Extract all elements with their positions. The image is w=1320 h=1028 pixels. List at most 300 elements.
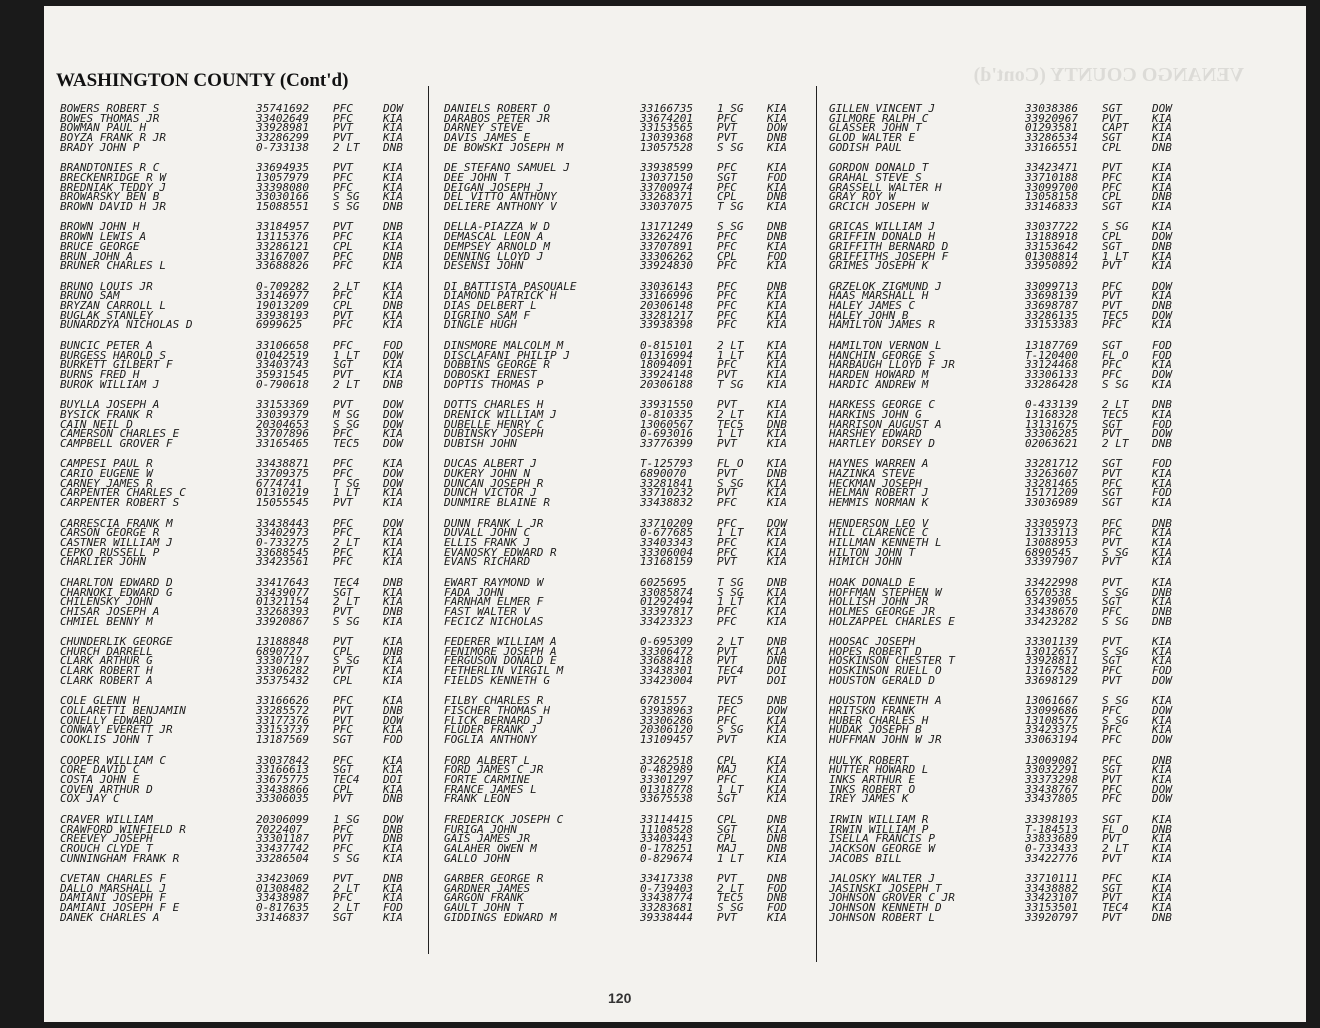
name-cell: BUROK WILLIAM J [60, 379, 160, 390]
serial-cell: 33833689 [1025, 834, 1078, 844]
casualty-row [444, 696, 803, 706]
name-cell: BURNS FRED H [60, 370, 140, 380]
status-cell: KIA [1152, 656, 1172, 667]
casualty-row [829, 410, 1188, 420]
entry-group [829, 874, 1188, 922]
status-cell: KIA [767, 765, 787, 775]
casualty-row [444, 617, 803, 627]
name-cell: DINSMORE MALCOLM M [444, 340, 564, 351]
status-cell: DNB [767, 893, 787, 904]
status-cell: KIA [383, 360, 403, 370]
serial-cell: 33184957 [256, 222, 309, 233]
serial-cell: 33438882 [1025, 883, 1078, 894]
serial-cell: 33397907 [1025, 557, 1078, 568]
name-cell: DUNCH VICTOR J [444, 488, 537, 499]
name-cell: HENDERSON LEO V [829, 518, 929, 529]
status-cell: KIA [1152, 637, 1172, 647]
rank-cell: PVT [333, 874, 353, 884]
serial-cell: 13109457 [640, 735, 693, 745]
serial-cell: 0-709282 [256, 281, 309, 292]
rank-cell: PVT [1102, 113, 1122, 124]
casualty-row [444, 716, 803, 726]
status-cell: FOD [1152, 488, 1172, 499]
casualty-row [829, 252, 1188, 262]
status-cell: KIA [767, 370, 787, 380]
status-cell: DNB [1152, 438, 1172, 449]
rank-cell: PVT [1102, 834, 1122, 844]
name-cell: CARNEY JAMES R [60, 478, 153, 489]
casualty-row [60, 785, 419, 795]
casualty-row [444, 459, 803, 469]
name-cell: HULYK ROBERT [829, 755, 909, 766]
name-cell: JACKSON GEORGE W [829, 843, 935, 854]
name-cell: GLASSER JOHN T [829, 123, 922, 134]
rank-cell: PFC [717, 616, 737, 627]
serial-cell: 33438774 [640, 893, 693, 904]
status-cell: DOW [767, 123, 787, 134]
serial-cell: 01293581 [1025, 123, 1078, 134]
name-cell: HILLMAN KENNETH L [829, 538, 942, 548]
name-cell: HARKINS JOHN G [829, 409, 922, 420]
rank-cell: CPL [333, 241, 353, 252]
status-cell: KIA [767, 587, 787, 598]
rank-cell: PFC [717, 715, 737, 726]
casualty-row [829, 439, 1188, 449]
name-cell: BRUN JOHN A [60, 251, 133, 262]
name-cell: DELLA-PIAZZA W D [444, 222, 550, 233]
status-cell: DNB [383, 301, 403, 311]
entry-group [444, 637, 803, 685]
rank-cell: PVT [717, 646, 737, 657]
rank-cell: PVT [717, 400, 737, 410]
rank-cell: PFC [1102, 874, 1122, 884]
serial-cell: 33950892 [1025, 261, 1078, 271]
rank-cell: SGT [1102, 133, 1122, 143]
name-cell: GARGON FRANK [444, 893, 524, 904]
status-cell: DOW [1152, 706, 1172, 716]
casualty-row [444, 903, 803, 913]
rank-cell: 2 LT [717, 883, 744, 894]
status-cell: DNB [1152, 192, 1172, 202]
status-cell: DNB [767, 469, 787, 479]
rank-cell: SGT [1102, 241, 1122, 252]
rank-cell: PFC [1102, 320, 1122, 331]
rank-cell: PVT [333, 794, 353, 805]
casualty-row [444, 854, 803, 864]
name-cell: HECKMAN JOSEPH [829, 478, 922, 489]
status-cell: KIA [1152, 113, 1172, 124]
rank-cell: CPL [717, 251, 737, 262]
casualty-row [444, 341, 803, 351]
entry-group [829, 696, 1188, 744]
casualty-row [60, 775, 419, 785]
rank-cell: 1 LT [333, 488, 360, 499]
serial-cell: 33153383 [1025, 320, 1078, 331]
serial-cell: 13188918 [1025, 232, 1078, 242]
serial-cell: 01042519 [256, 350, 309, 361]
casualty-row [60, 854, 419, 864]
name-cell: CVETAN CHARLES F [60, 874, 166, 884]
casualty-row [444, 765, 803, 775]
serial-cell: 33439055 [1025, 597, 1078, 607]
rank-cell: 2 LT [333, 883, 360, 894]
name-cell: JOHNSON GROVER C JR [829, 893, 955, 904]
name-cell: CHARLIER JOHN [60, 557, 147, 568]
name-cell: BOYZA FRANK R JR [60, 133, 166, 143]
serial-cell: 33153501 [1025, 903, 1078, 913]
rank-cell: PFC [333, 547, 353, 558]
entry-group [60, 400, 419, 448]
rank-cell: PFC [333, 755, 353, 766]
casualty-row [829, 370, 1188, 380]
casualty-row [60, 578, 419, 588]
name-cell: HRITSKO FRANK [829, 706, 916, 716]
casualty-row [829, 114, 1188, 124]
rank-cell: PVT [1102, 163, 1122, 173]
casualty-row [444, 104, 803, 114]
rank-cell: S SG [333, 201, 360, 212]
serial-cell: 33085874 [640, 587, 693, 598]
casualty-row [829, 301, 1188, 311]
rank-cell: SGT [1102, 488, 1122, 499]
status-cell: DNB [383, 706, 403, 716]
status-cell: KIA [1152, 853, 1172, 864]
name-cell: BRUNER CHARLES L [60, 261, 166, 271]
status-cell: DOW [1152, 429, 1172, 439]
status-cell: DNB [383, 834, 403, 844]
rank-cell: PFC [717, 241, 737, 252]
name-cell: HAZINKA STEVE [829, 469, 916, 479]
rank-cell: PVT [1102, 774, 1122, 785]
name-cell: CONWAY EVERETT JR [60, 725, 173, 736]
casualty-row [829, 844, 1188, 854]
rank-cell: SGT [1102, 883, 1122, 894]
rank-cell: TEC4 [333, 577, 360, 588]
serial-cell: 0-178251 [640, 843, 693, 854]
status-cell: DOI [383, 774, 403, 785]
entry-group [444, 756, 803, 804]
serial-cell: 33036989 [1025, 498, 1078, 508]
status-cell: KIA [383, 547, 403, 558]
serial-cell: 0-733138 [256, 142, 309, 153]
name-cell: GRASSELL WALTER H [829, 182, 942, 193]
serial-cell: 18094091 [640, 360, 693, 370]
status-cell: KIA [1152, 538, 1172, 548]
serial-cell: 33063194 [1025, 735, 1078, 745]
name-cell: FRANCE JAMES L [444, 784, 537, 795]
casualty-row [444, 637, 803, 647]
serial-cell: 33688826 [256, 261, 309, 271]
rank-cell: 2 LT [1102, 438, 1129, 449]
casualty-row [444, 380, 803, 390]
status-cell: DOI [767, 675, 787, 686]
status-cell: FOD [1152, 350, 1172, 361]
name-cell: CHISAR JOSEPH A [60, 606, 160, 617]
status-cell: KIA [383, 232, 403, 242]
rank-cell: CPL [717, 814, 737, 825]
status-cell: KIA [383, 755, 403, 766]
casualty-row [829, 725, 1188, 735]
rank-cell: PFC [1102, 518, 1122, 529]
status-cell: KIA [767, 400, 787, 410]
name-cell: HILTON JOHN T [829, 547, 916, 558]
rank-cell: PVT [717, 874, 737, 884]
casualty-row [60, 429, 419, 439]
serial-cell: 33417643 [256, 577, 309, 588]
serial-cell: 33439077 [256, 587, 309, 598]
name-cell: GALLO JOHN [444, 853, 511, 864]
name-cell: CLARK ROBERT A [60, 675, 153, 686]
rank-cell: PFC [1102, 370, 1122, 380]
name-cell: GILLEN VINCENT J [829, 104, 935, 114]
status-cell: KIA [383, 182, 403, 193]
rank-cell: PFC [333, 843, 353, 854]
entry-group [829, 341, 1188, 389]
casualty-row [444, 607, 803, 617]
casualty-row [444, 557, 803, 567]
rank-cell: 2 LT [333, 597, 360, 607]
rank-cell: FL O [1102, 350, 1129, 361]
rank-cell: PVT [717, 488, 737, 499]
serial-cell: 6890727 [256, 646, 303, 657]
rank-cell: PFC [1102, 725, 1122, 736]
serial-cell: 33709375 [256, 469, 309, 479]
casualty-row [444, 311, 803, 321]
casualty-row [60, 548, 419, 558]
name-cell: FRANK LEON [444, 794, 511, 805]
name-cell: BRADY JOHN P [60, 142, 140, 153]
rank-cell: PFC [717, 538, 737, 548]
name-cell: BRYZAN CARROLL L [60, 301, 166, 311]
status-cell: KIA [767, 379, 787, 390]
status-cell: KIA [767, 597, 787, 607]
serial-cell: 13060567 [640, 419, 693, 430]
status-cell: KIA [767, 616, 787, 627]
serial-cell: 33928981 [256, 123, 309, 134]
serial-cell: 33438987 [256, 893, 309, 904]
rank-cell: PVT [717, 675, 737, 686]
status-cell: KIA [1152, 903, 1172, 913]
casualty-row [60, 617, 419, 627]
serial-cell: 33153565 [640, 123, 693, 134]
entry-group [444, 459, 803, 507]
status-cell: DOW [1152, 735, 1172, 745]
rank-cell: TEC5 [717, 893, 744, 904]
serial-cell: 33305973 [1025, 518, 1078, 529]
rank-cell: PVT [333, 498, 353, 508]
entry-group [60, 282, 419, 330]
status-cell: KIA [767, 301, 787, 311]
serial-cell: 33402649 [256, 113, 309, 124]
status-cell: KIA [1152, 123, 1172, 134]
serial-cell: 33286534 [1025, 133, 1078, 143]
name-cell: INKS ROBERT O [829, 784, 916, 795]
casualty-row [60, 825, 419, 835]
casualty-row [60, 676, 419, 686]
rank-cell: S SG [717, 903, 744, 913]
name-cell: HAYNES WARREN A [829, 459, 929, 470]
name-cell: FENIMORE JOSEPH A [444, 646, 557, 657]
rank-cell: MAJ [717, 843, 737, 854]
status-cell: KIA [1152, 774, 1172, 785]
casualty-row [60, 133, 419, 143]
status-cell: KIA [383, 557, 403, 568]
name-cell: INKS ARTHUR E [829, 774, 916, 785]
status-cell: DNB [767, 232, 787, 242]
casualty-row [829, 528, 1188, 538]
serial-cell: 0-817635 [256, 903, 309, 913]
casualty-row [444, 370, 803, 380]
status-cell: KIA [1152, 843, 1172, 854]
serial-cell: 33920797 [1025, 912, 1078, 923]
serial-cell: 6774741 [256, 478, 303, 489]
casualty-row [444, 439, 803, 449]
casualty-row [444, 261, 803, 271]
name-cell: CAMPESI PAUL R [60, 459, 153, 470]
serial-cell: 33710209 [640, 518, 693, 529]
serial-cell: 7022407 [256, 824, 303, 835]
name-cell: FADA JOHN [444, 587, 504, 598]
serial-cell: 33423282 [1025, 616, 1078, 627]
entry-group [60, 163, 419, 211]
name-cell: DARNEY STEVE [444, 123, 524, 134]
casualty-row [829, 893, 1188, 903]
status-cell: DOW [383, 104, 403, 114]
serial-cell: 33165465 [256, 438, 309, 449]
casualty-row [829, 538, 1188, 548]
serial-cell: 13037150 [640, 172, 693, 183]
rank-cell: T SG [717, 379, 744, 390]
rank-cell: PFC [333, 251, 353, 262]
serial-cell: 33423323 [640, 616, 693, 627]
rank-cell: S SG [717, 222, 744, 233]
serial-cell: 33698129 [1025, 675, 1078, 686]
serial-cell: 33099686 [1025, 706, 1078, 716]
status-cell: KIA [767, 478, 787, 489]
serial-cell: 33438832 [640, 498, 693, 508]
status-cell: DNB [767, 843, 787, 854]
status-cell: KIA [1152, 557, 1172, 568]
serial-cell: 33030166 [256, 192, 309, 202]
serial-cell: 33037842 [256, 755, 309, 766]
rank-cell: T SG [717, 577, 744, 588]
rank-cell: SGT [1102, 498, 1122, 508]
serial-cell: 33263607 [1025, 469, 1078, 479]
serial-cell: 33675775 [256, 774, 309, 785]
casualty-row [60, 765, 419, 775]
casualty-row [60, 893, 419, 903]
casualty-row [60, 439, 419, 449]
name-cell: FETHERLIN VIRGIL M [444, 666, 564, 676]
casualty-row [60, 123, 419, 133]
name-cell: DISCLAFANI PHILIP J [444, 350, 570, 361]
rank-cell: CPL [333, 646, 353, 657]
rank-cell: PVT [1102, 301, 1122, 311]
serial-cell: 33707891 [640, 241, 693, 252]
casualty-row [60, 232, 419, 242]
status-cell: KIA [767, 320, 787, 331]
status-cell: KIA [767, 498, 787, 508]
rank-cell: PFC [333, 291, 353, 302]
casualty-row [60, 242, 419, 252]
serial-cell: T-125793 [640, 459, 693, 470]
rank-cell: PVT [1102, 429, 1122, 439]
casualty-row [444, 192, 803, 202]
rank-cell: PVT [333, 637, 353, 647]
page-title: WASHINGTON COUNTY (Cont'd) [56, 70, 349, 91]
status-cell: KIA [383, 163, 403, 173]
entry-group [829, 519, 1188, 567]
rank-cell: PVT [333, 163, 353, 173]
name-cell: HAMILTON VERNON L [829, 340, 942, 351]
serial-cell: 33438767 [1025, 784, 1078, 795]
serial-cell: 33146837 [256, 912, 309, 923]
rank-cell: PFC [333, 182, 353, 193]
casualty-row [829, 785, 1188, 795]
casualty-row [60, 696, 419, 706]
casualty-row [444, 538, 803, 548]
rank-cell: PFC [717, 706, 737, 716]
serial-cell: 0-790618 [256, 379, 309, 390]
serial-cell: 33268371 [640, 192, 693, 202]
casualty-row [829, 696, 1188, 706]
name-cell: BURGESS HAROLD S [60, 350, 166, 361]
rank-cell: S SG [717, 725, 744, 736]
rank-cell: PFC [333, 696, 353, 707]
entry-group [444, 400, 803, 448]
name-cell: DESENSI JOHN [444, 261, 524, 271]
status-cell: DNB [767, 222, 787, 233]
serial-cell: T-120400 [1025, 350, 1078, 361]
name-cell: HANCHIN GEORGE S [829, 350, 935, 361]
status-cell: FOD [383, 340, 403, 351]
status-cell: DNB [767, 656, 787, 667]
status-cell: DNB [1152, 616, 1172, 627]
casualty-row [60, 884, 419, 894]
name-cell: JASINSKI JOSEPH T [829, 883, 942, 894]
name-cell: HOOSAC JOSEPH [829, 637, 916, 647]
status-cell: FOD [1152, 419, 1172, 430]
entry-group [829, 637, 1188, 685]
status-cell: KIA [1152, 696, 1172, 707]
name-cell: DUKERY JOHN N [444, 469, 531, 479]
status-cell: KIA [383, 133, 403, 143]
status-cell: KIA [383, 912, 403, 923]
name-cell: GRAHAL STEVE S [829, 172, 922, 183]
status-cell: KIA [383, 498, 403, 508]
name-cell: FIELDS KENNETH G [444, 675, 550, 686]
casualty-row [60, 488, 419, 498]
entry-group [444, 578, 803, 626]
rank-cell: PFC [717, 547, 737, 558]
name-cell: BURKETT GILBERT F [60, 360, 173, 370]
casualty-row [829, 647, 1188, 657]
rank-cell: FL O [717, 459, 744, 470]
name-cell: BUGLAK STANLEY [60, 310, 153, 321]
serial-cell: 13058158 [1025, 192, 1078, 202]
serial-cell: 19013209 [256, 301, 309, 311]
casualty-row [829, 311, 1188, 321]
name-cell: CLARK ARTHUR G [60, 656, 153, 667]
serial-cell: 13171249 [640, 222, 693, 233]
casualty-row [829, 775, 1188, 785]
casualty-row [829, 459, 1188, 469]
casualty-row [444, 351, 803, 361]
serial-cell: 0-810335 [640, 409, 693, 420]
status-cell: KIA [383, 281, 403, 292]
name-cell: DE BOWSKI JOSEPH M [444, 142, 564, 153]
name-cell: DEMASCAL LEON A [444, 232, 544, 242]
